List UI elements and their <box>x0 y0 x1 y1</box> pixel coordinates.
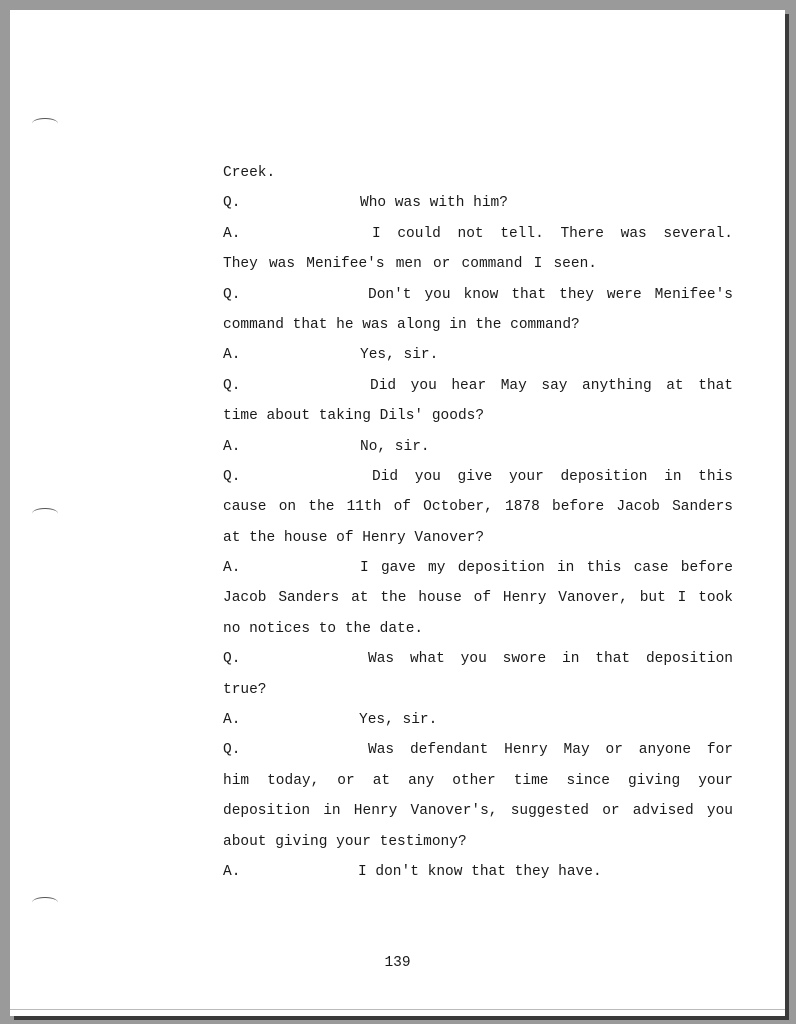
line-text: Yes, sir. <box>360 347 439 364</box>
answer-line <box>223 432 733 462</box>
line-text: command that he was along in the command? <box>223 316 580 333</box>
line-text: Was defendant Henry May or anyone for <box>368 742 733 759</box>
line-text: Creek. <box>223 165 276 181</box>
speaker-label: A. <box>223 863 241 880</box>
line-text: him today, or at any other time since giving your <box>223 772 733 789</box>
answer-line <box>223 553 733 583</box>
binder-hole-mark <box>32 897 58 908</box>
answer-line <box>223 340 733 370</box>
line-text: I don't know that they have. <box>358 863 602 880</box>
answer-line <box>223 705 733 735</box>
speaker-label: Q. <box>223 195 241 212</box>
transcript-line <box>223 523 733 553</box>
line-text: deposition in Henry Vanover's, suggested or advised you <box>223 803 733 820</box>
answer-line <box>223 219 733 249</box>
speaker-label: Q. <box>223 286 241 303</box>
question-line <box>223 644 733 674</box>
speaker-label: A. <box>223 560 241 577</box>
speaker-label: Q. <box>223 742 241 759</box>
line-text: no notices to the date. <box>223 620 424 637</box>
line-text: time about taking Dils' goods? <box>223 408 485 425</box>
binder-hole-mark <box>32 508 58 519</box>
line-text: about giving your testimony? <box>223 833 467 850</box>
line-text: Yes, sir. <box>359 712 438 729</box>
speaker-label: Q. <box>223 651 241 668</box>
speaker-label: A. <box>223 438 241 455</box>
transcript-line <box>223 796 733 826</box>
transcript-line <box>223 766 733 796</box>
line-text: They was Menifee's men or command I seen. <box>223 256 597 273</box>
document-page <box>10 10 785 1016</box>
transcript-line <box>223 249 733 279</box>
line-text: No, sir. <box>360 438 430 455</box>
binder-hole-mark <box>32 118 58 129</box>
transcript-line <box>223 675 733 705</box>
line-text: Was what you swore in that deposition <box>368 651 733 668</box>
line-text: Who was with him? <box>360 195 508 212</box>
answer-line <box>223 857 733 887</box>
question-line <box>223 188 733 218</box>
line-text: Don't you know that they were Menifee's <box>368 286 733 303</box>
line-text: I could not tell. There was several. <box>372 225 733 242</box>
page-number: 139 <box>384 955 411 971</box>
speaker-label: A. <box>223 347 241 364</box>
transcript-line <box>223 614 733 644</box>
transcript-line <box>223 158 733 188</box>
transcript-line <box>223 492 733 522</box>
transcript-line <box>223 827 733 857</box>
question-line <box>223 371 733 401</box>
question-line <box>223 462 733 492</box>
transcript-body <box>223 158 733 887</box>
question-line <box>223 280 733 310</box>
line-text: true? <box>223 681 267 698</box>
line-text: Did you give your deposition in this <box>372 468 733 485</box>
transcript-line <box>223 401 733 431</box>
line-text: at the house of Henry Vanover? <box>223 529 485 546</box>
speaker-label: A. <box>223 712 241 729</box>
line-text: I gave my deposition in this case before <box>360 560 733 577</box>
speaker-label: A. <box>223 225 241 242</box>
page-bottom-rule <box>10 1009 785 1010</box>
transcript-line <box>223 310 733 340</box>
line-text: Did you hear May say anything at that <box>370 377 733 394</box>
line-text: cause on the 11th of October, 1878 before Jacob Sanders <box>223 499 733 516</box>
question-line <box>223 735 733 765</box>
speaker-label: Q. <box>223 377 241 394</box>
transcript-line <box>223 583 733 613</box>
speaker-label: Q. <box>223 468 241 485</box>
line-text: Jacob Sanders at the house of Henry Vanover, but I took <box>223 590 733 607</box>
